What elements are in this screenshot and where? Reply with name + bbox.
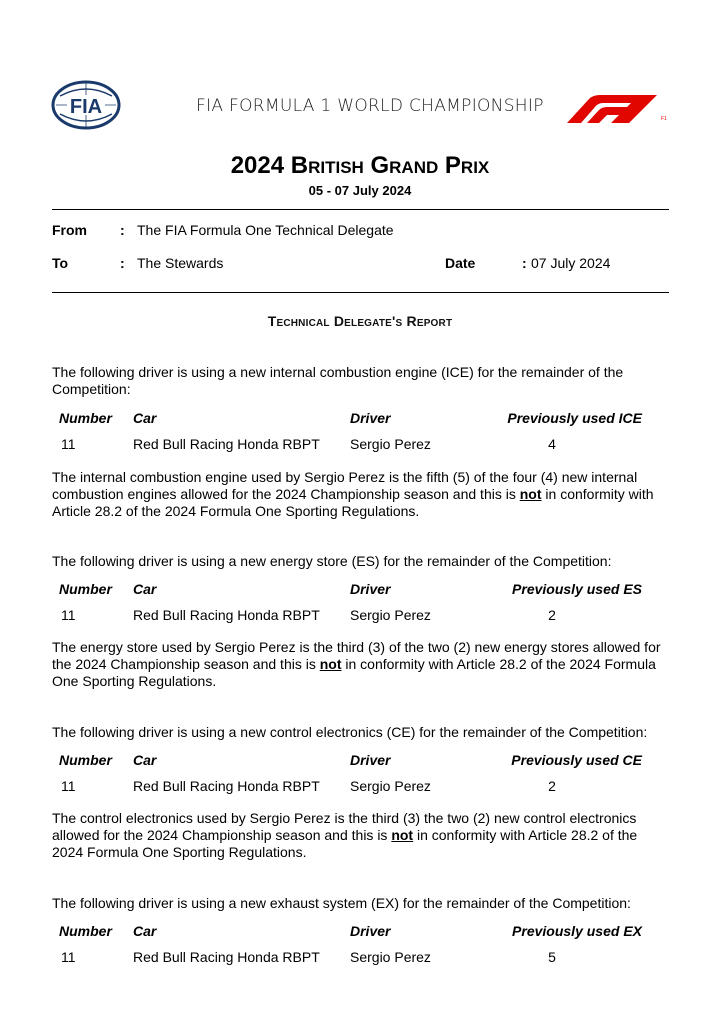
col-prev-header: Previously used CE (511, 752, 642, 768)
f1-logo-text: F1 (661, 116, 667, 122)
cell-car: Red Bull Racing Honda RBPT (133, 436, 320, 452)
col-driver-header: Driver (350, 923, 391, 939)
col-number-header: Number (59, 923, 112, 939)
colon: : (120, 255, 125, 271)
cell-car: Red Bull Racing Honda RBPT (133, 778, 320, 794)
cell-prev: 2 (548, 778, 556, 794)
cell-number: 11 (61, 949, 76, 965)
cell-driver: Sergio Perez (350, 778, 431, 794)
cell-prev: 4 (548, 436, 556, 452)
body-pre: The energy store used by Sergio Perez is the third (3) of the two (2) new energy stores allowed for the 2024 Championship season and this is (52, 639, 661, 672)
divider (52, 209, 669, 210)
col-driver-header: Driver (350, 581, 391, 597)
fia-logo (50, 80, 122, 130)
body-pre: The control electronics used by Sergio Perez is the third (3) the two (2) new control electronics allowed for the 2024 Championship season and this is (52, 810, 637, 843)
col-car-header: Car (133, 923, 157, 939)
colon: : (120, 222, 125, 238)
col-prev-header: Previously used EX (512, 923, 642, 939)
to-label: To (52, 255, 69, 271)
body-post: in conformity with Article 28.2 of the 2024 Formula One Sporting Regulations. (52, 486, 654, 519)
col-prev-header: Previously used ICE (507, 410, 642, 426)
section-intro: The following driver is using a new exhaust system (EX) for the remainder of the Competition: (52, 895, 631, 911)
colon: : (522, 255, 527, 271)
col-prev-header: Previously used ES (512, 581, 642, 597)
cell-prev: 5 (548, 949, 556, 965)
divider (52, 292, 669, 293)
date-value: 07 July 2024 (531, 255, 611, 271)
to-value: The Stewards (137, 255, 224, 271)
body-post: in conformity with Article 28.2 of the 2024 Formula One Sporting Regulations. (52, 827, 638, 860)
cell-car: Red Bull Racing Honda RBPT (133, 949, 320, 965)
body-post: in conformity with Article 28.2 of the 2024 Formula One Sporting Regulations. (52, 656, 656, 689)
cell-number: 11 (61, 436, 76, 452)
section-intro: The following driver is using a new control electronics (CE) for the remainder of the Competition: (52, 724, 648, 740)
body-pre: The internal combustion engine used by Sergio Perez is the fifth (5) of the four (4) new internal combustion engines allowed for the 2024 Championship season and this is (52, 469, 638, 502)
f1-logo (567, 93, 671, 123)
document-header (0, 0, 720, 140)
body-emphasis: not (519, 486, 542, 502)
section-intro: The following driver is using a new internal combustion engine (ICE) for the remainder of the Competition: (52, 364, 624, 397)
championship-title: FIA FORMULA 1 WORLD CHAMPIONSHIP (196, 96, 544, 116)
cell-number: 11 (61, 607, 76, 623)
body-emphasis: not (319, 656, 342, 672)
date-label: Date (445, 255, 476, 271)
section-body (52, 639, 672, 690)
cell-car: Red Bull Racing Honda RBPT (133, 607, 320, 623)
fia-logo-letters: FIA (69, 96, 103, 118)
cell-prev: 2 (548, 607, 556, 623)
section-body (52, 810, 672, 861)
section-intro: The following driver is using a new energy store (ES) for the remainder of the Competition: (52, 553, 612, 569)
from-value: The FIA Formula One Technical Delegate (137, 222, 394, 238)
section-body (52, 469, 672, 520)
cell-number: 11 (61, 778, 76, 794)
body-emphasis: not (391, 827, 414, 843)
from-label: From (52, 222, 87, 238)
col-car-header: Car (133, 581, 157, 597)
col-driver-header: Driver (350, 410, 391, 426)
cell-driver: Sergio Perez (350, 607, 431, 623)
event-dates: 05 - 07 July 2024 (308, 183, 412, 198)
col-number-header: Number (59, 581, 112, 597)
cell-driver: Sergio Perez (350, 436, 431, 452)
col-car-header: Car (133, 752, 157, 768)
col-car-header: Car (133, 410, 157, 426)
col-number-header: Number (59, 752, 112, 768)
event-title: 2024 British Grand Prix (230, 152, 490, 179)
col-driver-header: Driver (350, 752, 391, 768)
report-title: Technical Delegate's Report (267, 313, 453, 329)
cell-driver: Sergio Perez (350, 949, 431, 965)
col-number-header: Number (59, 410, 112, 426)
